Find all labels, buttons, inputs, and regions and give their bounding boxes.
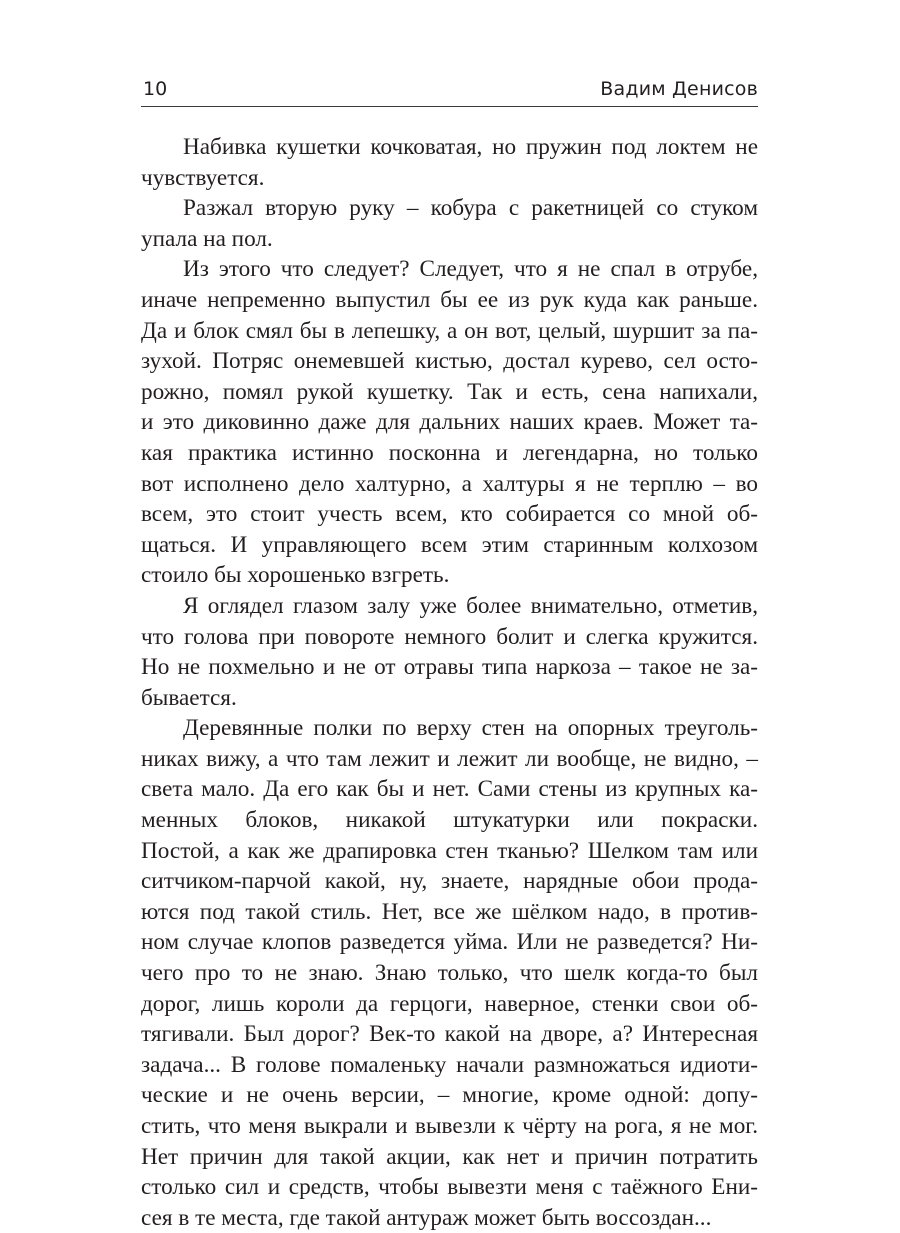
text-line: иначе непременно выпустил бы ее из рук куда как раньше. (141, 286, 758, 313)
text-line: чувствуется. (141, 164, 265, 191)
text-line: что голова при повороте немного болит и слегка кружится. (141, 623, 758, 650)
text-line: всем, это стоит учесть всем, кто собирается со мной об- (141, 501, 758, 528)
text-line: щаться. И управляющего всем этим старинным колхозом (141, 531, 758, 558)
text-line: стоило бы хорошенько взгреть. (141, 562, 450, 589)
text-line: света мало. Да его как бы и нет. Сами стены из крупных ка- (141, 776, 758, 803)
text-line: тягивали. Был дорог? Век-то какой на дворе, а? Интересная (141, 1021, 758, 1048)
text-line: упала на пол. (141, 225, 273, 252)
text-line: и это диковинно даже для дальних наших краев. Может та- (141, 409, 758, 436)
text-line: ситчиком-парчой какой, ну, знаете, нарядные обои прода- (141, 868, 758, 895)
text-line: зухой. Потряс онемевшей кистью, достал курево, сел осто- (141, 348, 758, 375)
text-line: Постой, а как же драпировка стен тканью? Шелком там или (141, 837, 758, 864)
text-line: Нет причин для такой акции, как нет и причин потратить (141, 1143, 758, 1170)
paragraph-first-line: Набивка кушетки кочковатая, но пружин под локтем не (183, 134, 758, 160)
text-line: вот исполнено дело халтурно, а халтуры я не терплю – во (141, 470, 758, 497)
text-line: сея в те места, где такой антураж может быть воссоздан... (141, 1204, 712, 1231)
paragraph-first-line: Из этого что следует? Следует, что я не спал в отрубе, (183, 256, 758, 283)
text-line: ном случае клопов разведется уйма. Или не разведется? Ни- (141, 929, 758, 956)
text-line: Но не похмельно и не от отравы типа наркоза – такое не за- (141, 654, 758, 681)
text-line: дорог, лишь короли да герцоги, наверное, стенки свои об- (141, 990, 758, 1017)
paragraph-first-line: Разжал вторую руку – кобура с ракетницей со стуком (183, 195, 758, 222)
page-header (141, 72, 758, 107)
text-line: столько сил и средств, чтобы вывезти меня с таёжного Ени- (141, 1174, 758, 1201)
text-line: бывается. (141, 684, 237, 711)
text-line: рожно, помял рукой кушетку. Так и есть, сена напихали, (141, 378, 758, 405)
text-line: ческие и не очень версии, – многие, кроме одной: допу- (141, 1082, 758, 1109)
text-line: ются под такой стиль. Нет, все же шёлком надо, в против- (141, 898, 758, 925)
text-line: кая практика истинно посконна и легендарна, но только (141, 439, 758, 466)
text-line: Да и блок смял бы в лепешку, а он вот, целый, шуршит за па- (141, 317, 758, 344)
running-head-author: Вадим Денисов (600, 78, 758, 100)
paragraph-first-line: Я оглядел глазом залу уже более внимательно, отметив, (183, 592, 758, 619)
text-line: никах вижу, а что там лежит и лежит ли вообще, не видно, – (141, 745, 758, 772)
text-line: стить, что меня выкрали и вывезли к чёрту на рога, я не мог. (141, 1113, 758, 1139)
paragraph-first-line: Деревянные полки по верху стен на опорных треуголь- (183, 715, 758, 742)
page-number: 10 (143, 78, 168, 100)
text-line: задача... В голове помаленьку начали размножаться идиоти- (141, 1051, 758, 1078)
body-text (141, 132, 758, 1233)
text-line: менных блоков, никакой штукатурки или покраски. (141, 807, 758, 834)
text-line: чего про то не знаю. Знаю только, что шелк когда-то был (141, 960, 758, 987)
